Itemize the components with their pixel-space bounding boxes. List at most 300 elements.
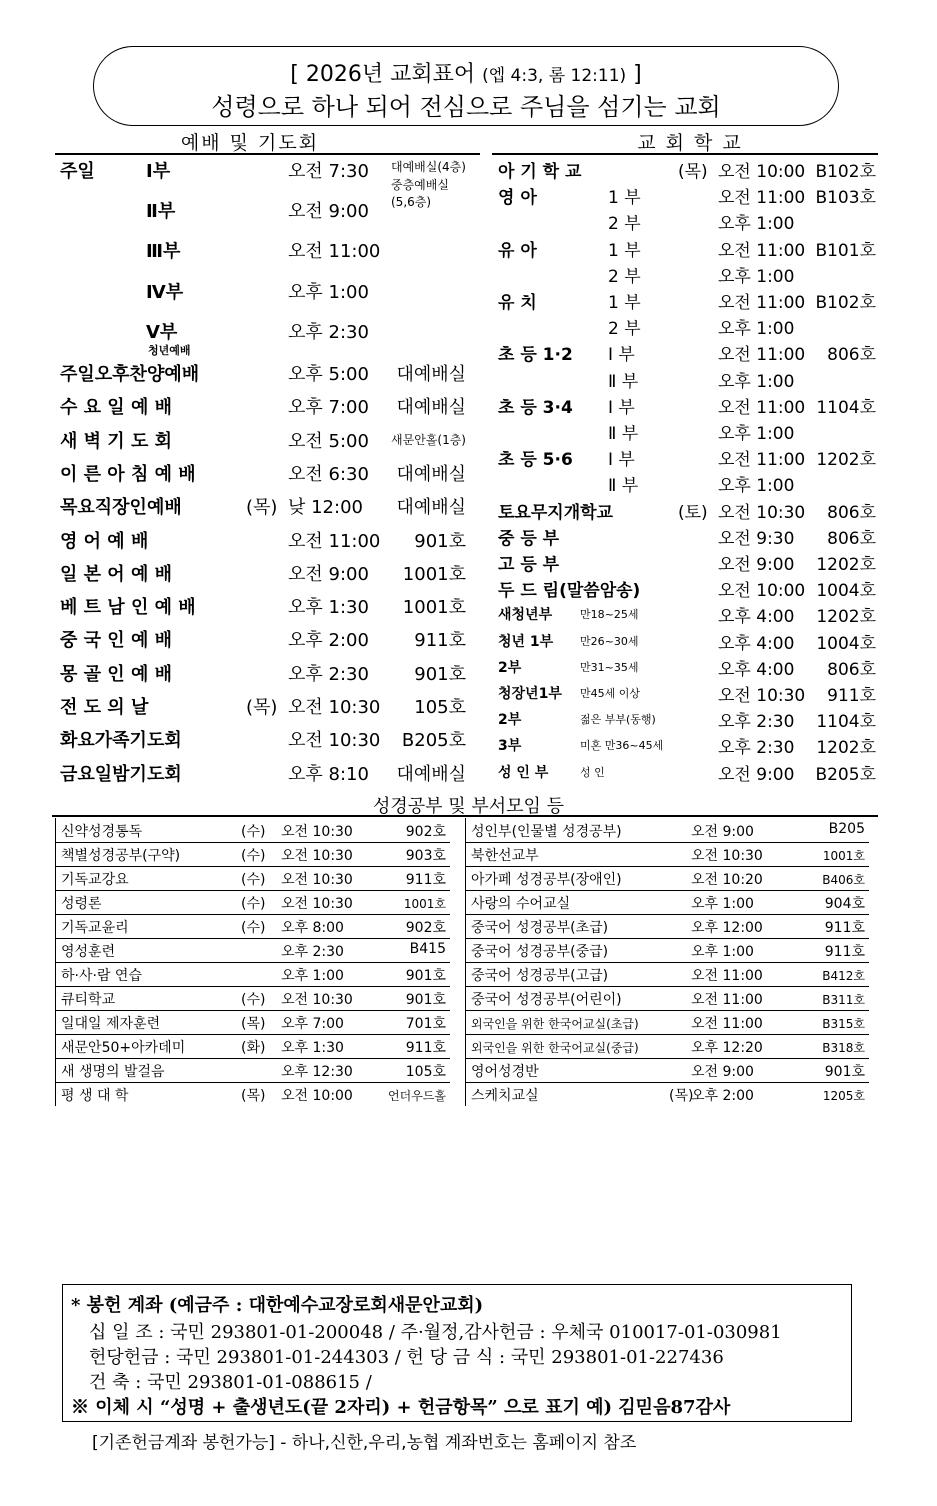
bible-room: B205 <box>828 821 865 837</box>
school-row <box>498 445 880 471</box>
school-time: 오전 11:00 <box>718 188 806 209</box>
bible-room: 901호 <box>405 968 446 984</box>
bible-row <box>55 986 450 1011</box>
worship-place: 911호 <box>414 630 466 652</box>
bible-day: (화) <box>241 1040 266 1056</box>
bible-time: 오전 9:00 <box>691 1064 754 1080</box>
school-dept: 3부 <box>498 738 522 755</box>
bible-row <box>55 938 450 963</box>
bible-time: 오전 9:00 <box>691 824 754 840</box>
bible-name: 외국인을 위한 한국어교실(초급) <box>471 1017 639 1031</box>
bible-room: 902호 <box>405 920 446 936</box>
bible-name: 하·사·람 연습 <box>61 968 142 984</box>
worship-day: (목) <box>246 697 278 718</box>
school-dept: 영 아 <box>498 188 537 209</box>
worship-place: 901호 <box>414 530 466 552</box>
bible-time: 오전 10:30 <box>281 848 353 864</box>
worship-row <box>60 527 480 560</box>
school-row <box>498 236 880 262</box>
legacy-account-note: [기존헌금계좌 봉헌가능] - 하나,신한,우리,농협 계좌번호는 홈페이지 참조 <box>92 1433 637 1453</box>
bible-time: 오후 2:00 <box>691 1088 754 1104</box>
worship-name: 금요일밤기도회 <box>60 763 182 785</box>
sunday-place-1: 대예배실(4층) <box>391 160 466 174</box>
bible-time: 오후 7:00 <box>281 1016 344 1032</box>
worship-time: 낮 12:00 <box>288 497 363 519</box>
motto-reference: (엡 4:3, 롬 12:11) <box>482 66 627 86</box>
worship-row <box>60 460 480 493</box>
worship-place: 대예배실 <box>396 463 466 485</box>
school-sub: Ⅰ 부 <box>608 450 635 471</box>
bible-room: 1001호 <box>822 849 865 863</box>
school-time: 오전 9:00 <box>718 555 795 575</box>
worship-row <box>60 693 480 726</box>
school-room: 806호 <box>827 659 876 680</box>
bible-row <box>55 962 450 987</box>
sunday-service-row <box>140 157 390 190</box>
service-part: Ⅰ부 <box>146 161 171 182</box>
school-room: B205호 <box>815 764 876 785</box>
bible-row <box>55 1058 450 1083</box>
school-room: 911호 <box>827 686 876 706</box>
school-time: 오후 4:00 <box>718 633 795 654</box>
bible-name: 사랑의 수어교실 <box>471 896 571 912</box>
school-sub: Ⅱ 부 <box>608 424 639 444</box>
bible-time: 오후 1:00 <box>281 968 344 984</box>
bible-time: 오전 10:00 <box>281 1088 353 1104</box>
school-row <box>498 314 880 340</box>
bible-row <box>465 938 869 963</box>
worship-time: 오후 5:00 <box>288 364 369 385</box>
bible-time: 오후 1:00 <box>691 944 754 960</box>
bible-name: 북한선교부 <box>471 848 539 864</box>
school-row <box>498 602 880 628</box>
school-room: 806호 <box>827 528 876 549</box>
bible-row <box>465 842 869 867</box>
bible-room: B315호 <box>822 1017 865 1031</box>
bible-row <box>55 1010 450 1035</box>
school-age: 만26~30세 <box>580 634 639 648</box>
school-age: 젊은 부부(동행) <box>580 713 656 727</box>
bible-time: 오후 12:20 <box>691 1040 763 1056</box>
worship-row <box>60 626 480 659</box>
worship-time: 오전 10:30 <box>288 730 381 752</box>
bible-time: 오전 10:20 <box>691 872 763 888</box>
bible-day: (수) <box>241 824 266 840</box>
bible-time: 오후 8:00 <box>281 920 344 936</box>
worship-place: 새문안홀(1층) <box>391 432 466 447</box>
bible-day: (수) <box>241 872 266 888</box>
school-day: (목) <box>678 162 708 182</box>
worship-row <box>60 593 480 626</box>
school-age: 만18~25세 <box>580 608 639 622</box>
school-dept: 청장년1부 <box>498 686 562 702</box>
school-dept: 고 등 부 <box>498 555 560 575</box>
bible-name: 성인부(인물별 성경공부) <box>471 824 622 840</box>
school-room: B102호 <box>815 162 876 182</box>
bible-row <box>465 1010 869 1035</box>
school-time: 오후 1:00 <box>718 424 795 444</box>
bible-name: 기독교윤리 <box>61 920 129 936</box>
school-row <box>498 576 880 602</box>
service-time: 오후 1:00 <box>288 282 369 303</box>
bible-study-heading: 성경공부 및 부서모임 등 <box>372 796 565 817</box>
school-room: 806호 <box>827 502 876 523</box>
bible-day: (수) <box>241 848 266 864</box>
bible-row <box>465 1058 869 1083</box>
school-row <box>498 471 880 497</box>
school-row <box>498 707 880 733</box>
worship-day: (목) <box>246 497 278 519</box>
worship-name: 수 요 일 예 배 <box>60 397 173 419</box>
bible-room: 1001호 <box>403 897 446 911</box>
bible-name: 영어성경반 <box>471 1064 539 1080</box>
school-room: B103호 <box>815 188 876 209</box>
bible-name: 기독교강요 <box>61 872 129 888</box>
worship-name: 이 른 아 침 예 배 <box>60 463 196 485</box>
school-time: 오후 1:00 <box>718 476 795 497</box>
bible-row <box>465 1082 869 1106</box>
worship-name: 새 벽 기 도 회 <box>60 430 173 452</box>
school-day: (토) <box>678 502 708 523</box>
service-part: Ⅱ부 <box>146 201 176 222</box>
school-row <box>498 655 880 681</box>
school-time: 오전 11:00 <box>718 397 806 418</box>
bible-time: 오후 2:30 <box>281 944 344 960</box>
school-sub: Ⅱ 부 <box>608 371 639 392</box>
bible-name: 책별성경공부(구약) <box>61 848 181 864</box>
school-time: 오후 1:00 <box>718 371 795 392</box>
school-heading: 교 회 학 교 <box>637 132 743 154</box>
motto-title: [ 2026년 교회표어 (엡 4:3, 롬 12:11) ] <box>290 62 642 87</box>
bible-room: B415 <box>409 941 446 957</box>
school-sub: 2 부 <box>608 214 641 235</box>
worship-place: 1001호 <box>402 597 466 619</box>
school-time: 오전 10:30 <box>718 502 806 523</box>
school-dept: 2부 <box>498 659 522 676</box>
school-time: 오후 2:30 <box>718 738 795 759</box>
worship-place: 대예배실 <box>396 763 466 785</box>
school-row <box>498 629 880 655</box>
school-row <box>498 262 880 288</box>
school-sub: 1 부 <box>608 293 641 313</box>
school-row <box>498 288 880 314</box>
school-dept: 2부 <box>498 712 522 729</box>
bible-row <box>465 818 869 843</box>
bible-row <box>465 1034 869 1059</box>
school-time: 오전 11:00 <box>718 345 806 366</box>
school-row <box>498 681 880 707</box>
bible-row <box>465 890 869 915</box>
worship-time: 오후 1:30 <box>288 597 369 619</box>
worship-name: 영 어 예 배 <box>60 530 149 552</box>
bible-day: (수) <box>241 896 266 912</box>
worship-name: 중 국 인 예 배 <box>60 630 173 652</box>
school-row <box>498 733 880 759</box>
school-row <box>498 209 880 235</box>
school-dept: 성 인 부 <box>498 764 549 781</box>
school-dept: 중 등 부 <box>498 528 560 549</box>
motto-text: 성령으로 하나 되어 전심으로 주님을 섬기는 교회 <box>211 93 721 121</box>
school-room: 1202호 <box>816 607 876 628</box>
bible-name: 평 생 대 학 <box>61 1088 129 1104</box>
bible-day: (수) <box>241 992 266 1008</box>
bible-name: 중국어 성경공부(초급) <box>471 920 609 936</box>
bible-time: 오후 1:00 <box>691 896 754 912</box>
worship-row <box>60 360 480 393</box>
sunday-place-3: (5,6층) <box>391 195 432 209</box>
bible-name: 신약성경통독 <box>61 824 143 840</box>
offering-title: * 봉헌 계좌 (예금주 : 대한예수교장로회새문안교회) <box>71 1295 484 1316</box>
school-time: 오후 1:00 <box>718 266 795 287</box>
bible-room: 903호 <box>405 848 446 864</box>
bible-name: 성령론 <box>61 896 102 912</box>
bible-room: B318호 <box>822 1041 865 1055</box>
bible-row <box>465 866 869 891</box>
school-time: 오전 11:00 <box>718 293 806 313</box>
worship-name: 주일오후찬양예배 <box>60 364 200 385</box>
bible-row <box>55 842 450 867</box>
school-dept: 유 치 <box>498 293 537 313</box>
bible-room: 901호 <box>824 1064 865 1080</box>
service-part: Ⅳ부 <box>146 282 184 303</box>
service-time: 오후 2:30 <box>288 322 369 343</box>
bible-row <box>55 890 450 915</box>
bible-name: 중국어 성경공부(어린이) <box>471 992 622 1008</box>
worship-name: 일 본 어 예 배 <box>60 563 173 585</box>
school-age: 미혼 만36~45세 <box>580 739 664 753</box>
bible-name: 외국인을 위한 한국어교실(중급) <box>471 1041 639 1055</box>
worship-name: 전 도 의 날 <box>60 697 149 718</box>
bible-day: (목) <box>241 1088 266 1104</box>
worship-divider <box>55 153 480 155</box>
school-row <box>498 340 880 366</box>
school-age: 만45세 이상 <box>580 687 640 700</box>
school-age: 성 인 <box>580 765 605 779</box>
bible-row <box>55 818 450 843</box>
bible-room: 911호 <box>405 1040 446 1056</box>
bible-room: 105호 <box>405 1064 446 1080</box>
offering-transfer-note: ※ 이체 시 “성명 + 출생년도(끝 2자리) + 헌금항목” 으로 표기 예) 김믿음87감사 <box>71 1397 731 1418</box>
bible-name: 영성훈련 <box>61 944 116 960</box>
bible-time: 오후 12:30 <box>281 1064 353 1080</box>
school-dept: 유 아 <box>498 240 537 261</box>
school-time: 오전 10:00 <box>718 162 806 182</box>
school-room: 806호 <box>827 345 876 366</box>
school-dept: 초 등 3·4 <box>498 397 573 418</box>
bible-time: 오전 11:00 <box>691 1016 763 1032</box>
offering-line-tithe: 십 일 조 : 국민 293801-01-200048 / 주·월정,감사헌금 : 우체국 010017-01-030981 <box>89 1322 782 1343</box>
service-time: 오전 9:00 <box>288 201 369 222</box>
bible-room: 911호 <box>405 872 446 888</box>
worship-place: 대예배실 <box>396 497 466 519</box>
worship-row <box>60 660 480 693</box>
school-row <box>498 760 880 786</box>
bible-study-divider <box>52 815 878 817</box>
school-time: 오후 4:00 <box>718 607 795 628</box>
school-sub: Ⅰ 부 <box>608 345 635 366</box>
service-time: 오전 11:00 <box>288 241 381 262</box>
school-row <box>498 183 880 209</box>
worship-place: 901호 <box>414 663 466 685</box>
worship-place: B205호 <box>401 730 466 752</box>
bible-room: B311호 <box>822 993 865 1007</box>
worship-row <box>60 760 480 793</box>
school-room: 1104호 <box>816 397 876 418</box>
school-time: 오후 1:00 <box>718 319 795 340</box>
worship-time: 오전 6:30 <box>288 463 369 485</box>
school-room: 1202호 <box>816 450 876 471</box>
school-dept: 두 드 림(말씀암송) <box>498 581 641 602</box>
school-room: B102호 <box>815 293 876 313</box>
school-room: 1202호 <box>816 738 876 759</box>
school-room: B101호 <box>815 240 876 261</box>
school-time: 오후 4:00 <box>718 659 795 680</box>
bible-name: 큐티학교 <box>61 992 116 1008</box>
bible-row <box>55 914 450 939</box>
bible-name: 중국어 성경공부(고급) <box>471 968 609 984</box>
worship-time: 오후 8:10 <box>288 763 369 785</box>
bible-time: 오전 11:00 <box>691 992 763 1008</box>
worship-row <box>60 427 480 460</box>
school-time: 오전 10:00 <box>718 581 806 602</box>
worship-name: 베 트 남 인 예 배 <box>60 597 196 619</box>
worship-heading: 예배 및 기도회 <box>180 132 320 154</box>
school-sub: 2 부 <box>608 266 641 287</box>
motto-banner <box>93 46 839 126</box>
school-dept: 초 등 5·6 <box>498 450 573 471</box>
bible-time: 오전 11:00 <box>691 968 763 984</box>
school-sub: 2 부 <box>608 319 641 340</box>
sunday-service-row <box>140 197 390 230</box>
worship-name: 화요가족기도회 <box>60 730 182 752</box>
sunday-service-row <box>140 237 390 270</box>
bible-day: (목) <box>669 1088 694 1104</box>
worship-name: 목요직장인예배 <box>60 497 182 519</box>
worship-place: 대예배실 <box>396 397 466 419</box>
sunday-service-row <box>140 278 390 311</box>
school-sub: Ⅰ 부 <box>608 397 635 418</box>
bible-name: 아가페 성경공부(장애인) <box>471 872 622 888</box>
worship-row <box>60 726 480 759</box>
bible-room: B406호 <box>822 873 865 887</box>
school-dept: 초 등 1·2 <box>498 345 573 366</box>
bible-time: 오후 12:00 <box>691 920 763 936</box>
bible-time: 오전 10:30 <box>691 848 763 864</box>
bible-name: 새문안50+아카데미 <box>61 1040 186 1056</box>
bible-day: (목) <box>241 1016 266 1032</box>
bible-day: (수) <box>241 920 266 936</box>
bible-row <box>55 1034 450 1059</box>
school-room: 1004호 <box>816 633 876 654</box>
school-age: 만31~35세 <box>580 660 639 674</box>
offering-account-box <box>62 1284 852 1422</box>
school-time: 오전 11:00 <box>718 450 806 471</box>
worship-place: 1001호 <box>402 563 466 585</box>
school-divider <box>492 153 878 155</box>
school-dept: 아 기 학 교 <box>498 162 582 182</box>
worship-time: 오전 9:00 <box>288 563 369 585</box>
school-row <box>498 367 880 393</box>
school-time: 오전 9:30 <box>718 528 795 549</box>
worship-time: 오후 2:30 <box>288 663 369 685</box>
bible-name: 스케치교실 <box>471 1088 539 1104</box>
worship-time: 오전 10:30 <box>288 697 381 718</box>
worship-time: 오전 11:00 <box>288 530 381 552</box>
bible-room: 언더우드홀 <box>388 1089 446 1103</box>
school-time: 오전 9:00 <box>718 764 795 785</box>
school-time: 오후 2:30 <box>718 712 795 733</box>
school-sub: 1 부 <box>608 240 641 261</box>
bible-row <box>465 986 869 1011</box>
sunday-label: 주일 <box>60 161 95 182</box>
worship-row <box>60 493 480 526</box>
worship-row <box>60 560 480 593</box>
service-part: Ⅴ부 <box>146 322 178 343</box>
sunday-place-2: 중층예배실 <box>391 178 449 192</box>
service-part: Ⅲ부 <box>146 241 181 262</box>
worship-place: 105호 <box>414 697 466 718</box>
school-row <box>498 550 880 576</box>
worship-place: 대예배실 <box>396 364 466 385</box>
school-row <box>498 419 880 445</box>
bible-room: 701호 <box>405 1016 446 1032</box>
school-dept: 토요무지개학교 <box>498 502 613 523</box>
bible-room: B412호 <box>822 969 865 983</box>
school-room: 1004호 <box>816 581 876 602</box>
bible-row <box>55 866 450 891</box>
school-row <box>498 498 880 524</box>
bible-room: 904호 <box>824 896 865 912</box>
worship-name: 몽 골 인 예 배 <box>60 663 173 685</box>
bible-time: 오후 1:30 <box>281 1040 344 1056</box>
school-dept: 청년 1부 <box>498 633 554 650</box>
school-dept: 새청년부 <box>498 607 553 624</box>
school-row <box>498 157 880 183</box>
school-time: 오전 11:00 <box>718 240 806 261</box>
school-time: 오전 10:30 <box>718 686 806 706</box>
bible-time: 오전 10:30 <box>281 872 353 888</box>
worship-row <box>60 393 480 426</box>
bible-row <box>55 1082 450 1106</box>
school-row <box>498 524 880 550</box>
bible-time: 오전 10:30 <box>281 824 353 840</box>
bible-row <box>465 962 869 987</box>
school-sub: Ⅱ 부 <box>608 476 639 497</box>
bible-name: 일대일 제자훈련 <box>61 1016 161 1032</box>
school-time: 오후 1:00 <box>718 214 795 235</box>
bible-room: 901호 <box>405 992 446 1008</box>
worship-time: 오전 5:00 <box>288 430 369 452</box>
bible-time: 오전 10:30 <box>281 896 353 912</box>
bible-time: 오전 10:30 <box>281 992 353 1008</box>
bible-room: 1205호 <box>822 1089 865 1103</box>
bible-name: 새 생명의 발걸음 <box>61 1064 165 1080</box>
offering-line-building: 건 축 : 국민 293801-01-088615 / <box>89 1372 372 1393</box>
service-time: 오전 7:30 <box>288 161 369 182</box>
school-room: 1104호 <box>816 712 876 733</box>
bible-room: 902호 <box>405 824 446 840</box>
bible-room: 911호 <box>824 944 865 960</box>
bible-room: 911호 <box>824 920 865 936</box>
school-room: 1202호 <box>816 555 876 575</box>
school-row <box>498 393 880 419</box>
youth-worship-note: 청년예배 <box>148 344 191 357</box>
bible-row <box>465 914 869 939</box>
worship-time: 오후 7:00 <box>288 397 369 419</box>
school-sub: 1 부 <box>608 188 641 209</box>
offering-line-dedication: 헌당헌금 : 국민 293801-01-244303 / 헌 당 금 식 : 국민 293801-01-227436 <box>89 1347 724 1368</box>
worship-time: 오후 2:00 <box>288 630 369 652</box>
